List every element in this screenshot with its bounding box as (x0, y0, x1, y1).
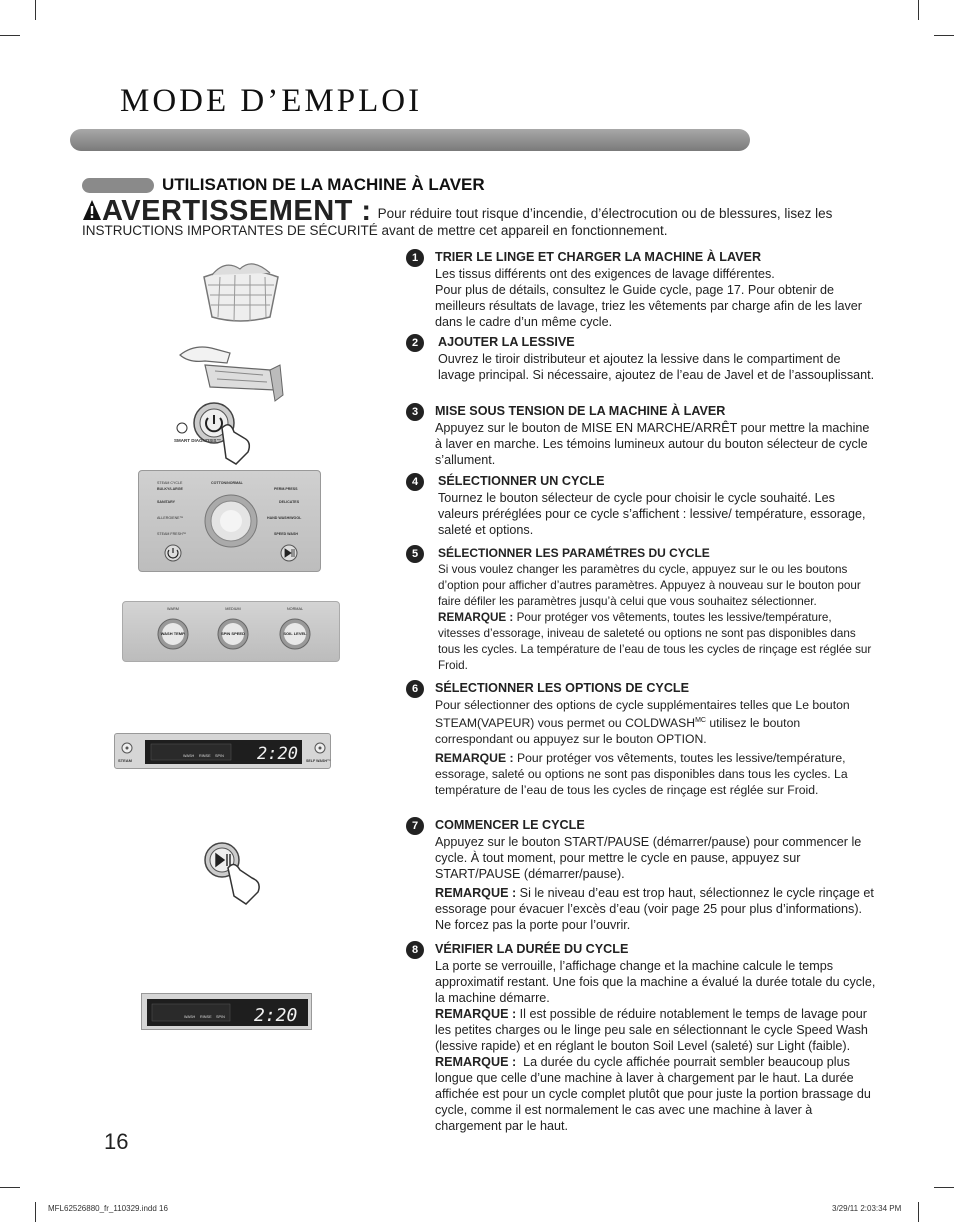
note-text: Il est possible de réduire notablement le temps de lavage pour les petites charges ou le linge peu sale en sélectionnant le cycle Speed Wash (lessive rapide) et en réglant le bouton Soil Level (saleté) sur Light (faible). (435, 1007, 868, 1053)
step-title: TRIER LE LINGE ET CHARGER LA MACHINE À LAVER (435, 250, 762, 264)
step-number: 2 (406, 334, 424, 352)
step-number: 7 (406, 817, 424, 835)
knob-top-label: NORMAL (286, 607, 304, 611)
note-label: REMARQUE : (435, 1007, 517, 1021)
step-5 (406, 545, 876, 674)
knob-top-label: MEDIUM (225, 607, 241, 611)
warning-label: AVERTISSEMENT : (82, 195, 372, 227)
crop-mark (918, 1202, 919, 1222)
display-left-label: STEAM (118, 758, 132, 763)
section-title: UTILISATION DE LA MACHINE À LAVER (162, 175, 485, 194)
dial-label: BULKY/LARGE (157, 487, 183, 491)
crop-mark (35, 0, 36, 20)
dial-label: HAND WASH/WOOL (267, 516, 302, 520)
knob-label: SOIL LEVEL (283, 631, 307, 636)
display-step: WASH (183, 754, 195, 758)
knob-label: SPIN SPEED (220, 631, 246, 636)
step-text: Appuyez sur le bouton de MISE EN MARCHE/ARRÊT pour mettre la machine à laver en marche. Les témoins lumineux autour du bouton sélecteur de cycle s’allument. (435, 421, 870, 467)
section-marker (82, 178, 154, 193)
display-step: RINSE (200, 1015, 212, 1019)
step-1 (406, 249, 876, 330)
step-2 (406, 334, 876, 383)
crop-mark (35, 1202, 36, 1222)
dial-label: STEAM FRESH™ (157, 532, 187, 536)
step-text: Les tissus différents ont des exigences de lavage différentes. (435, 267, 775, 281)
knob-top-label: WARM (167, 607, 179, 611)
crop-mark (934, 35, 954, 36)
crop-mark (0, 35, 20, 36)
warning-icon (82, 199, 102, 221)
smart-diagnosis-label: SMART DIAGNOSIS™ (174, 438, 222, 443)
dial-label: SPEED WASH (274, 532, 298, 536)
note-label: REMARQUE : (435, 751, 514, 766)
dial-label: DELICATES (279, 500, 300, 504)
cycle-dial-panel (138, 470, 321, 572)
warning-block (82, 195, 882, 239)
step-number: 3 (406, 403, 424, 421)
display-right-label: SELF WASH™ (306, 759, 331, 763)
step-number: 5 (406, 545, 424, 563)
note-text: Pour protéger vos vêtements, toutes les lessive/température, vitesses d’essorage, iniveau de saleteté ou options ne sont pas disponibles dans tous les cycles. La température de l’eau de tous les cycles de rinçage est réglée sur Froid. (438, 611, 872, 672)
step-3 (406, 403, 876, 468)
step-number: 1 (406, 249, 424, 267)
note-label: REMARQUE : (435, 1055, 517, 1069)
crop-mark (934, 1187, 954, 1188)
dial-label: SANITARY (157, 500, 175, 504)
power-button-illustration (170, 398, 285, 468)
display-step: RINSE (199, 754, 211, 758)
note-text: Si le niveau d’eau est trop haut, sélectionnez le cycle rinçage et essorage pour évacuer l’excès d’eau (voir page 25 pour plus d’informations). Ne forcez pas la porte pour l’ouvrir. (435, 886, 874, 932)
settings-knobs-panel (122, 601, 340, 662)
note-label: REMARQUE : (438, 611, 514, 624)
header-bar (70, 129, 750, 151)
page-number: 16 (104, 1129, 129, 1154)
step-text: Si vous voulez changer les paramètres du cycle, appuyez sur le ou les boutons d’option pour afficher d’autres paramètres. Appuyez à nouveau sur le bouton pour faire défiler les paramètres jusqu’à celui que vous souhaitez sélectionner. (438, 563, 861, 608)
step-text: Pour plus de détails, consultez le Guide cycle, page 17. Pour obtenir de meilleurs résultats de lavage, triez les vêtements par charge afin de les laver dans le cadre d’un même cycle. (435, 283, 862, 329)
step-title: SÉLECTIONNER LES PARAMÉTRES DU CYCLE (438, 546, 710, 560)
dial-label: PERM.PRESS (274, 487, 298, 491)
step-text: Pour sélectionner des options de cycle supplémentaires telles que Le bouton STEAM(VAPEUR) vous permet ou $COLDWASH^{MC}$ utilisez le bouton correspondant ou appuyez sur le bouton OPTION. (435, 698, 850, 747)
step-text: Appuyez sur le bouton START/PAUSE (démarrer/pause) pour commencer le cycle. À tout moment, pour mettre le cycle en pause, appuyez sur START/PAUSE (démarrer/pause). (435, 835, 862, 881)
display-panel (114, 733, 331, 769)
warning-text: Pour réduire tout risque d’incendie, d’électrocution ou de blessures, lisez les INSTRUCTIONS IMPORTANTES DE SÉCURITÉ avant de mettre cet appareil en fonctionnement. (82, 206, 833, 238)
step-number: 8 (406, 941, 424, 959)
step-text: Ouvrez le tiroir distributeur et ajoutez la lessive dans le compartiment de lavage principal. Si nécessaire, ajoutez de l’eau de Javel et de l’assouplissant. (438, 352, 875, 382)
step-title: SÉLECTIONNER LES OPTIONS DE CYCLE (435, 681, 690, 695)
step-title: SÉLECTIONNER UN CYCLE (438, 474, 605, 488)
display-step: WASH (184, 1015, 196, 1019)
step-8 (406, 941, 876, 1134)
note-text: Pour protéger vos vêtements, toutes les lessive/température, essorage, saleté ou options ne sont pas disponibles dans tous les cycles. La température de l’eau de tous les cycles de rinçage est réglée sur Froid. (435, 751, 848, 798)
step-number: 4 (406, 473, 424, 491)
step-7 (406, 817, 876, 933)
dial-label: ALLERGIENE™ (157, 516, 184, 520)
step-title: MISE SOUS TENSION DE LA MACHINE À LAVER (435, 404, 726, 418)
footer-file: MFL62526880_fr_110329.indd 16 (48, 1204, 168, 1213)
dial-label: STEAM CYCLE (157, 481, 183, 485)
step-title: COMMENCER LE CYCLE (435, 818, 585, 832)
dial-label: COTTON/NORMAL (211, 481, 243, 485)
start-pause-illustration (200, 838, 270, 908)
page-title: MODE D’EMPLOI (120, 83, 423, 119)
knob-label: WASH TEMP. (160, 631, 186, 636)
step-title: AJOUTER LA LESSIVE (438, 335, 575, 349)
note-label: REMARQUE : (435, 886, 517, 900)
crop-mark (0, 1187, 20, 1188)
laundry-basket-illustration (190, 255, 290, 325)
display-step: SPIN (215, 754, 224, 758)
display-step: SPIN (216, 1015, 225, 1019)
step-number: 6 (406, 680, 424, 698)
note-text: La durée du cycle affichée pourrait sembler beaucoup plus longue que celle d’une machine à laver à chargement par le haut. La durée affichée est pour un cycle complet plutôt que pour juste la portion brassage du cycle, comme il est normalement le cas avec une machine à laver à chargement par le haut. (435, 1055, 871, 1133)
display-time: 2:20 (254, 1005, 298, 1026)
footer-date: 3/29/11 2:03:34 PM (832, 1204, 902, 1213)
step-6 (406, 680, 876, 798)
step-text: La porte se verrouille, l’affichage change et la machine calcule le temps approximatif restant. Une fois que la machine a évalué la durée totale du cycle, la machine démarre. (435, 959, 876, 1005)
time-display-panel (141, 993, 312, 1030)
step-4 (406, 473, 876, 538)
crop-mark (918, 0, 919, 20)
display-time: 2:20 (257, 744, 298, 764)
step-title: VÉRIFIER LA DURÉE DU CYCLE (435, 942, 629, 956)
step-text: Tournez le bouton sélecteur de cycle pour choisir le cycle souhaité. Les valeurs préréglées pour ce cycle s’affichent : lessive/ température, essorage, saleté et options. (438, 491, 866, 537)
